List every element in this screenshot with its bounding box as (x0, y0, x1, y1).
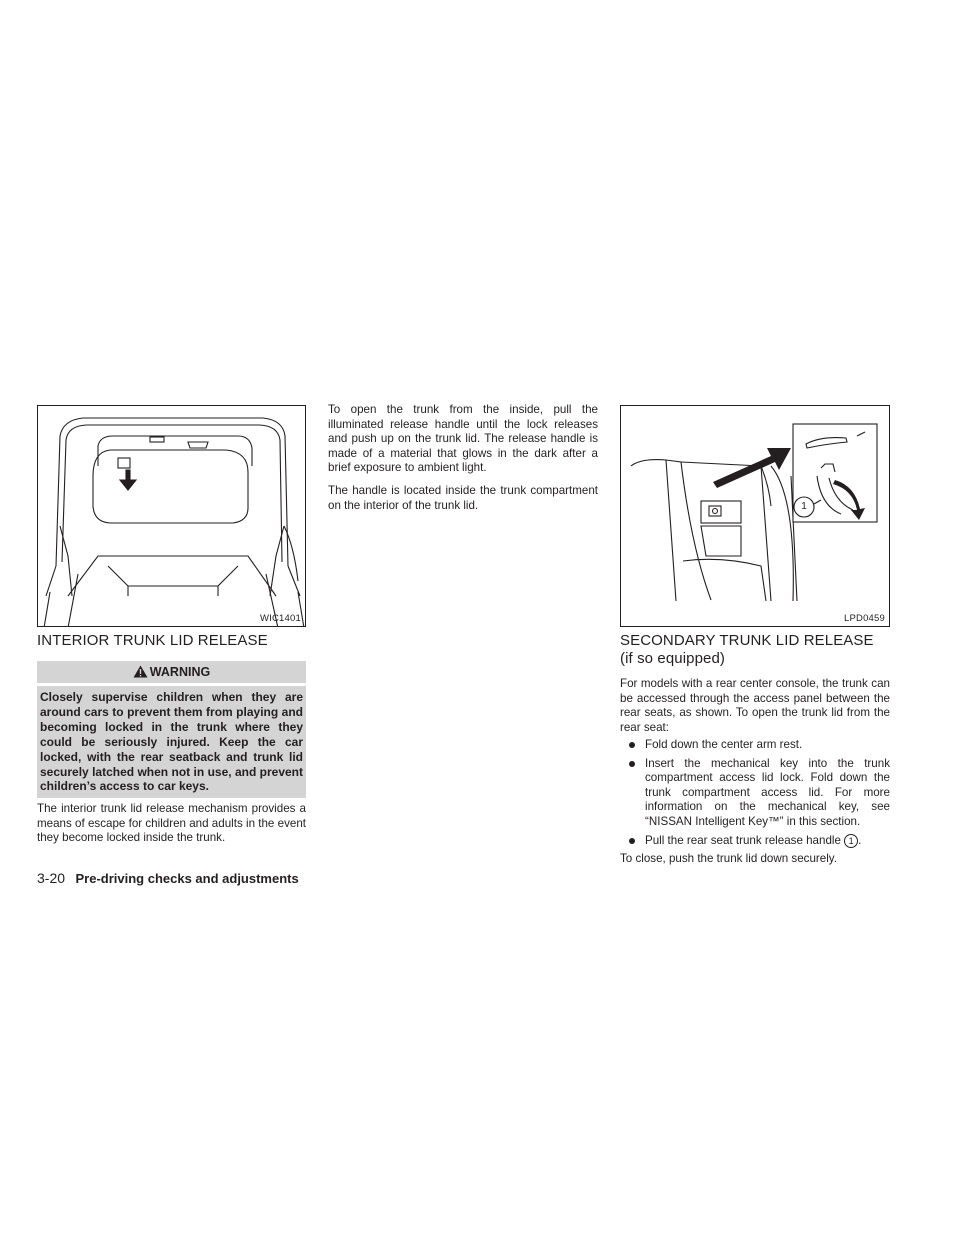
warning-triangle-icon (133, 665, 148, 678)
rear-seat-drawing (621, 406, 890, 627)
bullet-icon (629, 761, 635, 767)
rear-seat-release-illustration (620, 405, 890, 627)
release-steps (620, 738, 890, 852)
bullet-icon (629, 838, 635, 844)
secondary-release-intro: For models with a rear center console, the trunk can be accessed through the access panel between the rear seats, as shown. To open the trunk lid from the rear seat: (620, 677, 890, 734)
callout-ref-1: 1 (844, 834, 858, 848)
secondary-trunk-subheading: (if so equipped) (620, 650, 725, 667)
trunk-interior-illustration (37, 405, 306, 627)
trunk-open-paragraph: To open the trunk from the inside, pull the illuminated release handle until the lock releases and push up on the trunk lid. The release handle is made of a material that glows in the dark after a brief exposure to ambient light. (328, 403, 598, 475)
bullet-icon (629, 742, 635, 748)
warning-header (37, 661, 306, 683)
step-text: Insert the mechanical key into the trunk compartment access lid lock. Fold down the trunk compartment access lid. For more information on the mechanical key, see “NISSAN Intelligent Key™” in this section. (645, 756, 890, 828)
closing-instruction: To close, push the trunk lid down securely. (620, 852, 837, 865)
warning-title: WARNING (149, 665, 211, 679)
list-item (620, 738, 890, 753)
warning-box (37, 661, 306, 798)
step-text: Pull the rear seat trunk release handle (645, 833, 841, 847)
warning-text: Closely supervise children when they are around cars to prevent them from playing and becoming locked in the trunk where they could be seriously injured. Keep the car locked, with the rear seatback and trunk lid securely latched when not in use, and prevent children’s access to car keys. (37, 686, 306, 798)
secondary-trunk-heading: SECONDARY TRUNK LID RELEASE (620, 632, 874, 649)
step-text: Fold down the center arm rest. (645, 738, 803, 751)
figure-code-right: LPD0459 (843, 613, 885, 624)
list-item: Pull the rear seat trunk release handle 1 . (620, 834, 890, 849)
figure-code-left: WIC1401 (259, 613, 301, 624)
interior-release-paragraph: The interior trunk lid release mechanism provides a means of escape for children and adults in the event they become locked inside the trunk. (37, 802, 306, 845)
handle-location-paragraph: The handle is located inside the trunk compartment on the interior of the trunk lid. (328, 484, 598, 512)
trunk-lid-drawing (38, 406, 306, 627)
list-item (620, 757, 890, 830)
page-footer (37, 870, 437, 888)
interior-trunk-heading: INTERIOR TRUNK LID RELEASE (37, 632, 268, 649)
chapter-title: Pre-driving checks and adjustments (75, 871, 299, 886)
release-steps-list (620, 738, 890, 848)
callout-number-1: 1 (801, 501, 807, 512)
page-number: 3-20 (37, 870, 66, 886)
